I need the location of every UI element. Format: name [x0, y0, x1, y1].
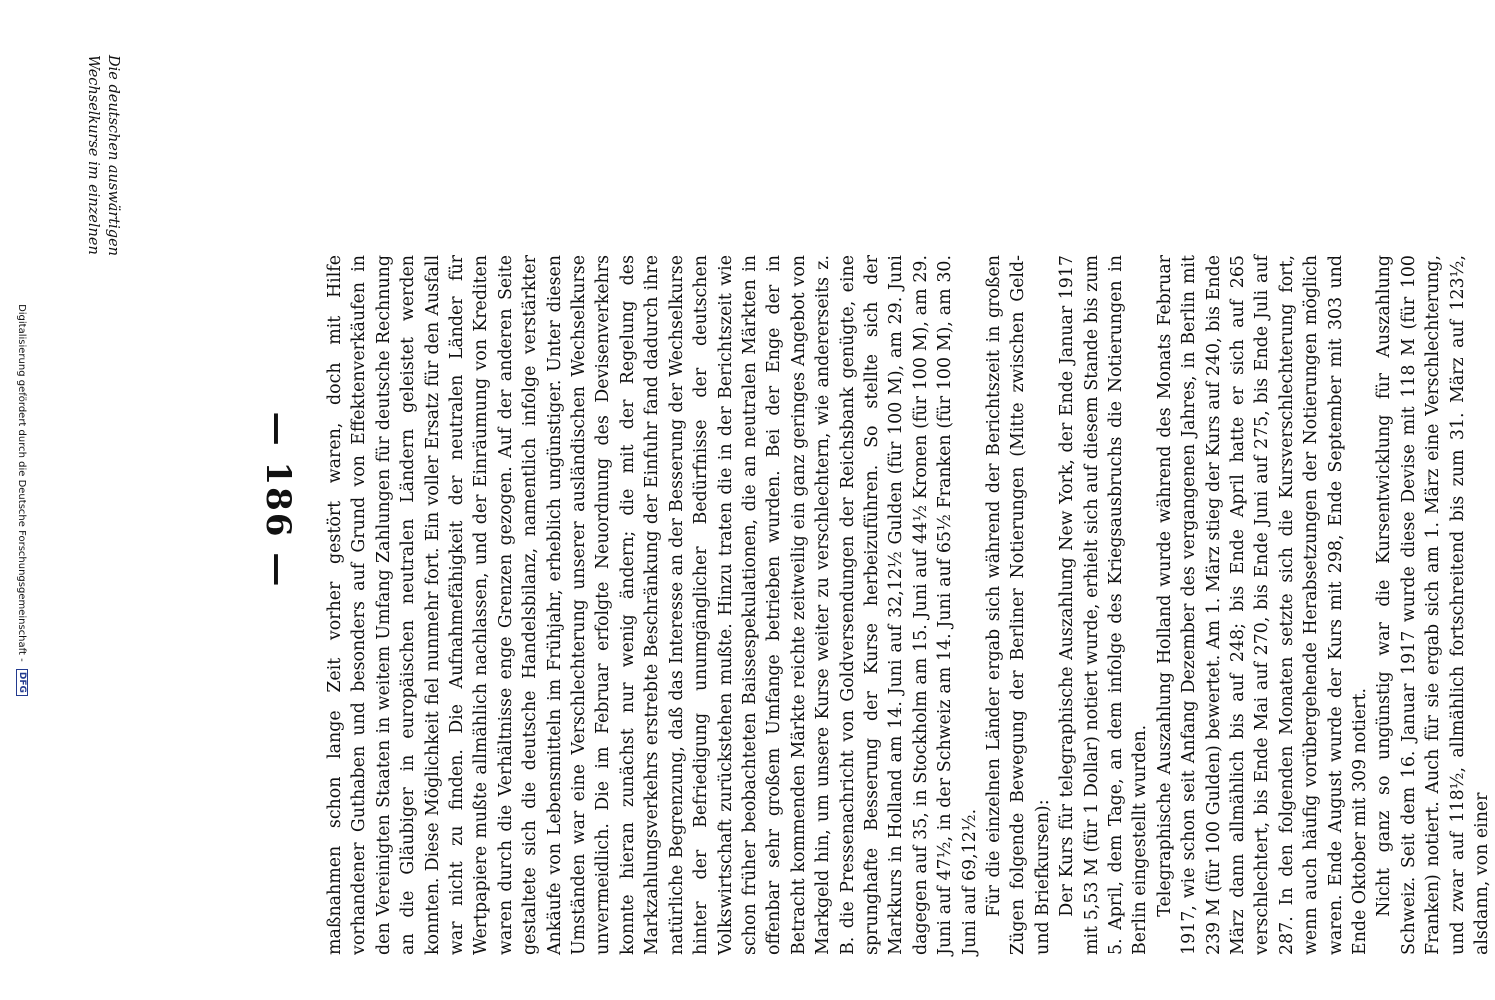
digitization-credit — [16, 0, 28, 1000]
paragraph: Der Kurs für telegraphische Auszahlung New York, der Ende Januar 1917 mit 5,53 M (für 1 Dollar) notiert wurde, erhielt sich auf diesem Stande bis zum 5. April, dem Tage, an dem infolge des Kriegsausbruchs die Notierungen in Berlin eingestellt wurden. — [1057, 255, 1151, 955]
margin-note: Die deutschen auswärtigen Wechselkurse im einzelnen — [85, 55, 121, 256]
paragraph: Telegraphische Auszahlung Holland wurde während des Monats Februar 1917, wie schon seit Anfang Dezember des vergangenen Jahres, in Berlin mit 239 M (für 100 Gulden) bewertet. Am 1. März stieg der Kurs auf 240, bis Ende März dann allmählich bis auf 248; bis Ende April hatte er sich auf 265 verschlechtert, bis Ende Mai auf 270, bis Ende Juni auf 275, bis Ende Juli auf 287. In den folgenden Monaten setzte sich die Kursverschlechterung fort, wenn auch häufig vorübergehende Herabsetzungen der Notierungen möglich waren. Ende August wurde der Kurs mit 298, Ende September mit 303 und Ende Oktober mit 309 notiert. — [1154, 255, 1371, 955]
paragraph: Für die einzelnen Länder ergab sich während der Berichtszeit in großen Zügen folgende Bewegung der Berliner Notierungen (Mitte zwischen Geld- und Briefkursen): — [983, 255, 1053, 955]
dfg-logo: DFG — [16, 669, 28, 696]
paragraph: maßnahmen schon lange Zeit vorher gestört waren, doch mit Hilfe vorhandener Guthaben und besonders auf Grund von Effektenverkäufen in den Vereinigten Staaten in weitem Umfang Zahlungen für deutsche Rechnung an die Gläubiger in europäischen neutralen Ländern geleistet werden konnten. Diese Möglichkeit fiel nunmehr fort. Ein voller Ersatz für den Ausfall war nicht zu finden. Die Aufnahmefähigkeit der neutralen Länder für Wertpapiere mußte allmählich nachlassen, und der Einräumung von Krediten waren durch die Verhältnisse enge Grenzen gezogen. Auf der anderen Seite gestaltete sich die deutsche Handelsbilanz, namentlich infolge verstärkter Ankäufe von Lebensmitteln im Frühjahr, erheblich ungünstiger. Unter diesen Umständen war eine Verschlechterung unserer ausländischen Wechselkurse unvermeidlich. Die im Februar erfolgte Neuordnung des Devisenverkehrs konnte hieran zunächst nur wenig ändern; die mit der Regelung des Markzahlungsverkehrs erstrebte Beschränkung der Einfuhr fand dadurch ihre natürliche Begrenzung, daß das Interesse an der Besserung der Wechselkurse hinter der Befriedigung unumgänglicher Bedürfnisse der deutschen Volkswirtschaft zurückstehen mußte. Hinzu traten die in der Berichtszeit wie schon früher beobachteten Baissespekulationen, die an neutralen Märkten in offenbar sehr großem Umfange betrieben wurden. Bei der Enge der in Betracht kommenden Märkte reichte zeitweilig ein ganz geringes Angebot von Markgeld hin, um unsere Kurse weiter zu verschlechtern, wie andererseits z. B. die Pressenachricht von Goldversendungen der Reichsbank genügte, eine sprunghafte Besserung der Kurse herbeizuführen. So stellte sich der Markkurs in Holland am 14. Juni auf 32,12½ Gulden (für 100 M), am 29. Juni dagegen auf 35, in Stockholm am 15. Juni auf 44½ Kronen (für 100 M), am 29. Juni auf 47½, in der Schweiz am 14. Juni auf 65½ Franken (für 100 M), am 30. Juni auf 69,12½. — [325, 255, 980, 955]
paragraph: Nicht ganz so ungünstig war die Kursentwicklung für Auszahlung Schweiz. Seit dem 16. Januar 1917 wurde diese Devise mit 118 M (für 100 Franken) notiert. Auch für sie ergab sich am 1. März eine Verschlechterung, und zwar auf 118½, allmählich fortschreitend bis zum 31. März auf 123½, alsdann, von einer — [1374, 255, 1493, 955]
page-number: — 186 — — [258, 411, 298, 589]
credit-text: Digitalisierung gefördert durch die Deutsche Forschungsgemeinschaft - — [16, 304, 27, 662]
body-text — [323, 255, 1493, 955]
